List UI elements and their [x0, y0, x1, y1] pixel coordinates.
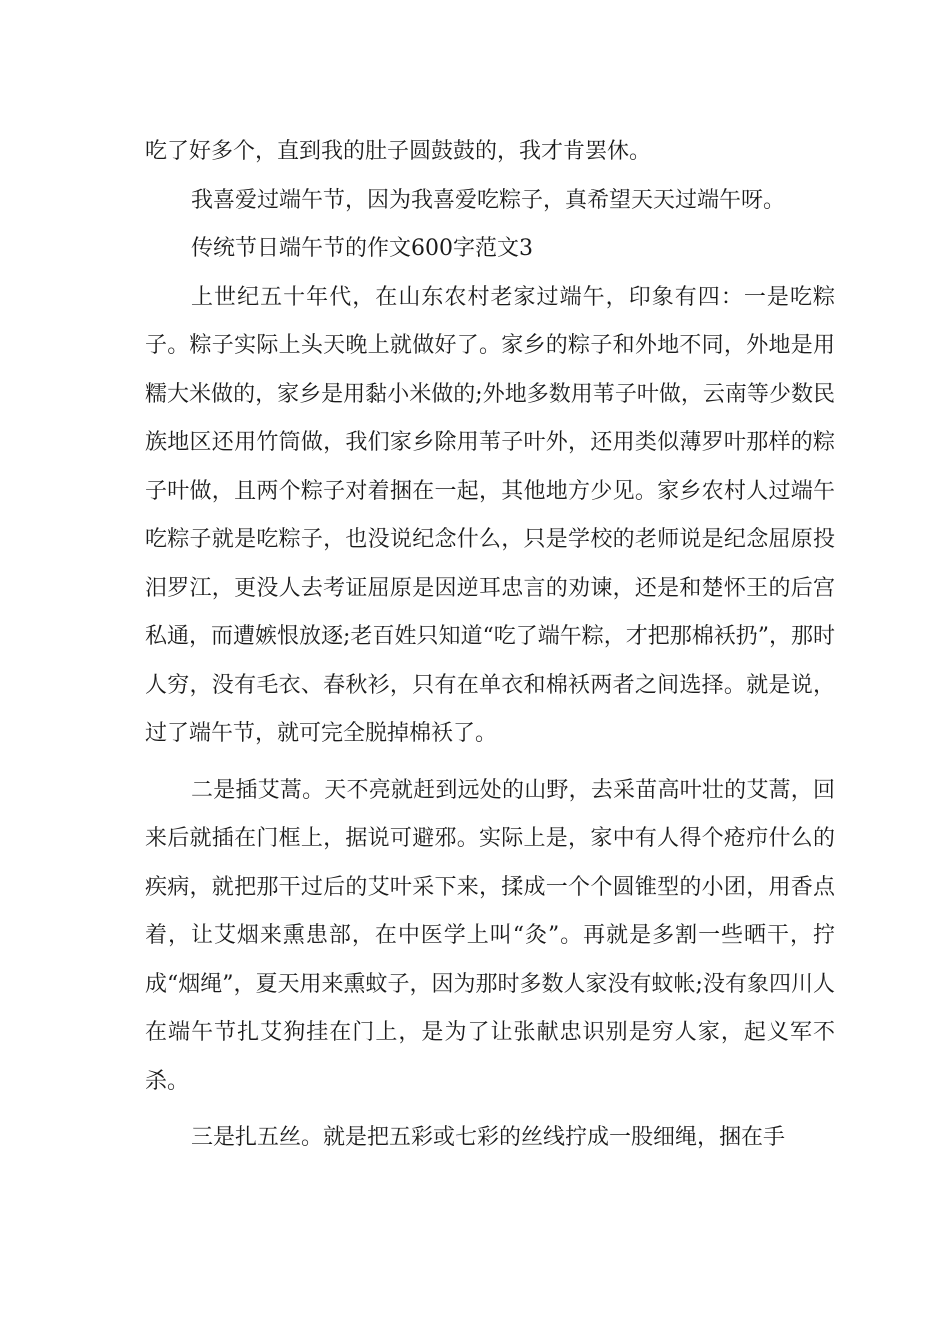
essay-heading: 传统节日端午节的作文600字范文3 — [191, 236, 533, 261]
paragraph-mugwort: 二是插艾蒿。天不亮就赶到远处的山野，去采苗高叶壮的艾蒿，回来后就插在门框上，据说可避邪。实际上是，家中有人得个疮疖什么的疾病，就把那干过后的艾叶采下来，揉成一个个圆锥型的小团，用香点着，让艾烟来熏患部，在中医学上叫“灸”。再就是多割一些晒干，拧成“烟绳”，夏天用来熏蚊子，因为那时多数人家没有蚊帐;没有象四川人在端午节扎艾狗挂在门上，是为了让张献忠识别是穷人家，起义军不杀。 — [145, 777, 835, 1094]
paragraph-five-threads: 三是扎五丝。就是把五彩或七彩的丝线拧成一股细绳，捆在手 — [191, 1125, 786, 1150]
paragraph-eating-zongzi: 上世纪五十年代，在山东农村老家过端午，印象有四：一是吃粽子。粽子实际上头天晚上就做好了。家乡的粽子和外地不同，外地是用糯大米做的，家乡是用黏小米做的;外地多数用苇子叶做，云南等少数民族地区还用竹筒做，我们家乡除用苇子叶外，还用类似薄罗叶那样的粽子叶做，且两个粽子对着捆在一起，其他地方少见。家乡农村人过端午吃粽子就是吃粽子，也没说纪念什么，只是学校的老师说是纪念屈原投汨罗江，更没人去考证屈原是因逆耳忠言的劝谏，还是和楚怀王的后宫私通，而遭嫉恨放逐;老百姓只知道“吃了端午粽，才把那棉袄扔”，那时人穷，没有毛衣、春秋衫，只有在单衣和棉袄两者之间选择。就是说，过了端午节，就可完全脱掉棉袄了。 — [145, 284, 835, 746]
paragraph-love-dragon-boat: 我喜爱过端午节，因为我喜爱吃粽子，真希望天天过端午呀。 — [191, 187, 786, 213]
paragraph-continuation: 吃了好多个，直到我的肚子圆鼓鼓的，我才肯罢休。 — [145, 139, 652, 164]
essay-body — [145, 128, 835, 1163]
